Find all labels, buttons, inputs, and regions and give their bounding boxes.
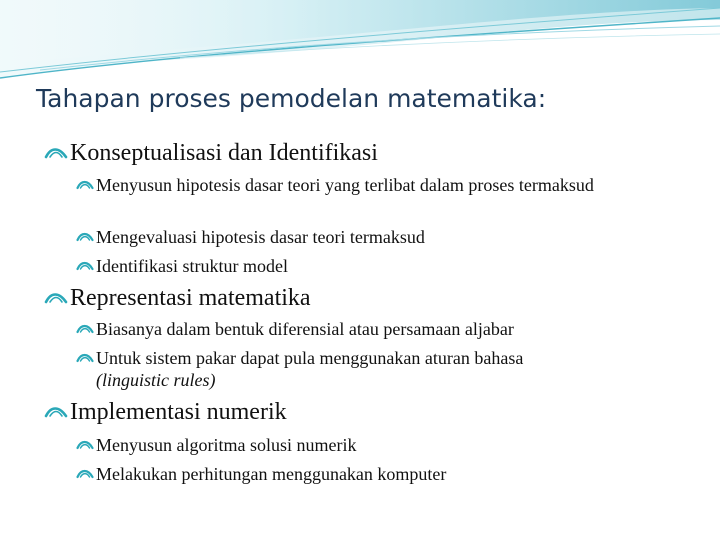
section-heading (44, 284, 311, 312)
bullet-icon (76, 231, 94, 242)
section-heading-text: Representasi matematika (70, 285, 311, 311)
bullet-icon (76, 260, 94, 271)
bullet-icon (44, 291, 68, 305)
bullet-icon (44, 146, 68, 160)
bullet-icon (76, 323, 94, 334)
header-wave-decoration (0, 0, 720, 90)
list-item-text: Mengevaluasi hipotesis dasar teori termaksud (96, 227, 425, 247)
bullet-icon (76, 468, 94, 479)
list-item-note: (linguistic rules) (96, 370, 216, 390)
list-item-text: Menyusun algoritma solusi numerik (96, 435, 357, 455)
slide-title: Tahapan proses pemodelan matematika: (36, 84, 547, 113)
bullet-icon (76, 352, 94, 363)
list-item (76, 318, 676, 340)
section-heading (44, 398, 287, 426)
list-item (76, 434, 676, 456)
list-item-text: Melakukan perhitungan menggunakan komputer (96, 464, 447, 484)
list-item (76, 347, 676, 391)
section-heading-text: Implementasi numerik (70, 399, 287, 425)
bullet-icon (44, 405, 68, 419)
list-item (76, 226, 676, 248)
list-item-text: Biasanya dalam bentuk diferensial atau persamaan aljabar (96, 319, 514, 339)
list-item-text: Identifikasi struktur model (96, 256, 288, 276)
list-item (76, 255, 676, 277)
list-item (76, 174, 676, 196)
list-item-content (96, 347, 676, 391)
list-item-text: Untuk sistem pakar dapat pula menggunakan aturan bahasa (96, 348, 524, 368)
section-heading-text: Konseptualisasi dan Identifikasi (70, 140, 378, 166)
list-item-text: Menyusun hipotesis dasar teori yang terlibat dalam proses termaksud (96, 175, 594, 195)
bullet-icon (76, 179, 94, 190)
list-item (76, 463, 676, 485)
section-heading (44, 139, 378, 167)
bullet-icon (76, 439, 94, 450)
